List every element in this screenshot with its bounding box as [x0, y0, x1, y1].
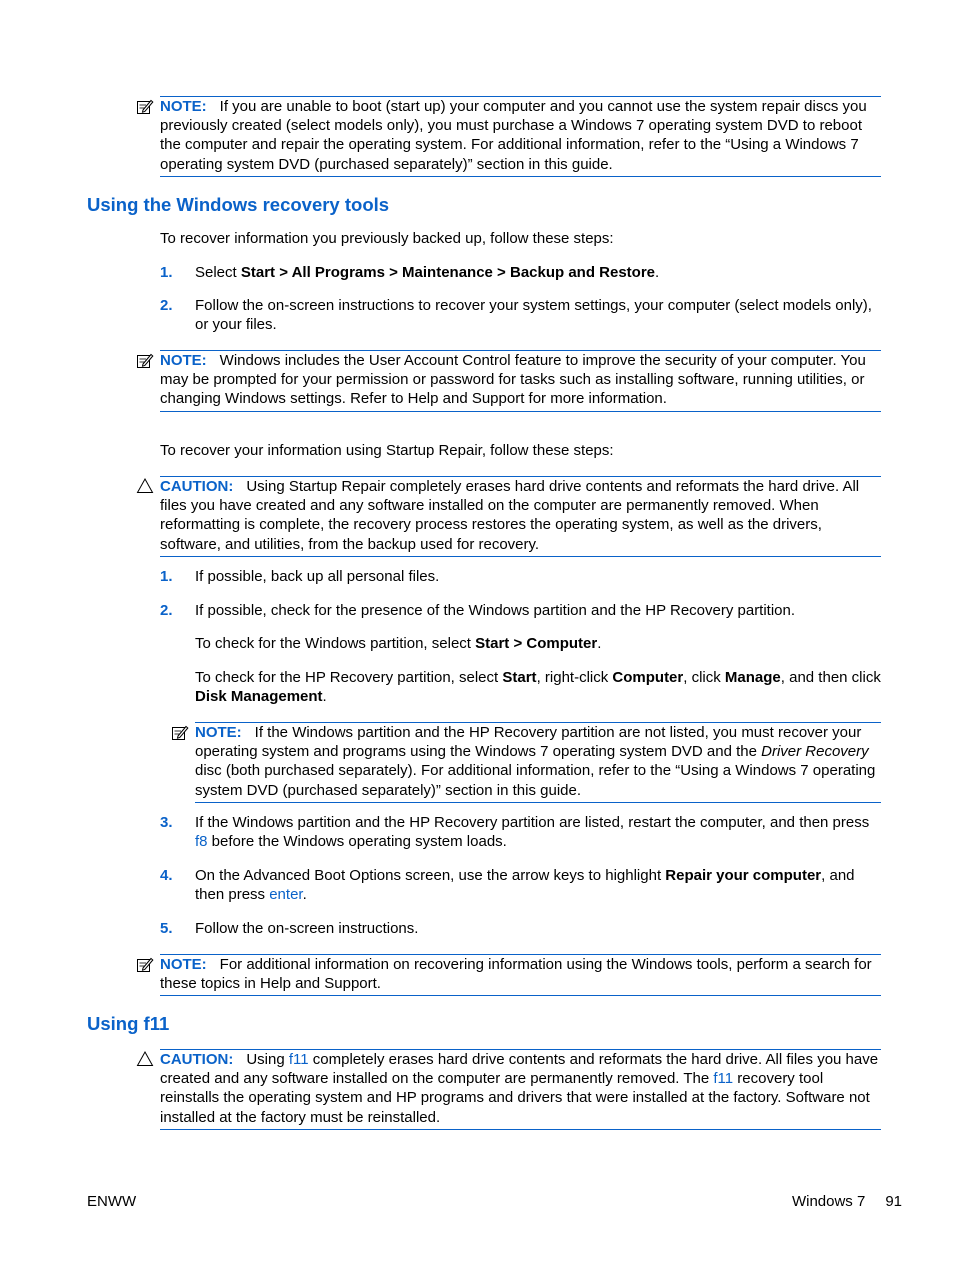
note-text: Windows includes the User Account Control feature to improve the security of your computer. You may be prompted for your permission or password for tasks such as installing software, running utilities, or changing Windows settings. Refer to Help and Support for more information.	[160, 352, 866, 408]
key-f11: f11	[288, 1051, 309, 1068]
substep-text: To check for the HP Recovery partition, select Start, right-click Computer, click Manage, and then click Disk Management.	[195, 669, 881, 706]
step-text: If the Windows partition and the HP Recovery partition are listed, restart the computer, and then press f8 before the Windows operating system loads.	[195, 814, 870, 851]
caution-box-f11: CAUTION: Using f11 completely erases hard drive contents and reformats the hard drive. All files you have created and any software installed on the computer are permanently removed. The f11 recovery tool reinstalls the operating system and HP programs and drivers that were installed at the factory. Software not installed at the factory must be reinstalled.	[160, 1049, 881, 1130]
footer-right	[792, 1192, 902, 1211]
note-box-help	[160, 954, 881, 996]
step-number: 2.	[160, 297, 173, 314]
note-text: If you are unable to boot (start up) your computer and you cannot use the system repair discs you previously created (select models only), you must purchase a Windows 7 operating system DVD to reboot the computer and repair the operating system. For additional information, refer to the “Using a Windows 7 operating system DVD (purchased separately)” section in this guide.	[160, 98, 867, 173]
step-number: 5.	[160, 920, 173, 937]
note-box-partitions: NOTE: If the Windows partition and the HP Recovery partition are not listed, you must recover your operating system and programs using the Windows 7 operating system DVD and the Driver Recovery disc (both purchased separately). For additional information, refer to the “Using a Windows 7 operating system DVD (purchased separately)” section in this guide.	[195, 722, 881, 803]
substep-text: To check for the Windows partition, select Start > Computer.	[195, 635, 602, 652]
caution-label: CAUTION:	[160, 1051, 234, 1068]
footer-left: ENWW	[87, 1193, 137, 1210]
section-heading-f11: Using f11	[87, 1013, 170, 1034]
caution-label: CAUTION:	[160, 478, 234, 495]
note-text: For additional information on recovering information using the Windows tools, perform a search for these topics in Help and Support.	[160, 956, 872, 993]
step-number: 3.	[160, 814, 173, 831]
key-f11: f11	[713, 1070, 734, 1088]
note-box-uac	[160, 350, 881, 412]
step-text: Select Start > All Programs > Maintenance > Backup and Restore.	[195, 264, 660, 281]
step-text: On the Advanced Boot Options screen, use the arrow keys to highlight Repair your computer, and then press enter.	[195, 867, 855, 904]
caution-triangle-icon	[136, 477, 154, 495]
caution-text: Using Startup Repair completely erases hard drive contents and reformats the hard drive. All files you have created and any software installed on the computer are permanently removed. When reformatting is complete, the recovery process restores the operating system, as well as the drivers, software, and utilities, from the backup used for recovery.	[160, 478, 860, 553]
footer-chapter: Windows 7	[791, 1193, 866, 1210]
note-pencil-icon	[136, 352, 154, 370]
note-label: NOTE:	[195, 724, 242, 741]
note-box-boot	[160, 96, 881, 177]
menu-path: Start > All Programs > Maintenance > Backup and Restore	[240, 264, 656, 281]
step-text: Follow the on-screen instructions.	[195, 920, 419, 937]
caution-box-startup-repair	[160, 476, 881, 557]
note-pencil-icon	[136, 956, 154, 974]
step-number: 2.	[160, 602, 173, 619]
step-text: If possible, back up all personal files.	[195, 568, 440, 585]
note-label: NOTE:	[160, 98, 207, 115]
step-number: 1.	[160, 264, 173, 281]
page-number: 91	[885, 1193, 902, 1210]
step-text: Follow the on-screen instructions to recover your system settings, your computer (select models only), or your files.	[195, 297, 872, 334]
intro-paragraph-startup-repair: To recover your information using Startup Repair, follow these steps:	[160, 442, 614, 459]
note-label: NOTE:	[160, 352, 207, 369]
step-number: 4.	[160, 867, 173, 884]
intro-paragraph: To recover information you previously backed up, follow these steps:	[160, 230, 614, 247]
caution-triangle-icon	[136, 1050, 154, 1068]
step-number: 1.	[160, 568, 173, 585]
note-pencil-icon	[171, 724, 189, 742]
section-heading-recovery-tools: Using the Windows recovery tools	[87, 194, 390, 215]
note-label: NOTE:	[160, 956, 207, 973]
disc-name: Driver Recovery	[761, 743, 869, 761]
step-text: If possible, check for the presence of the Windows partition and the HP Recovery partition.	[195, 602, 796, 619]
key-enter: enter	[269, 886, 303, 904]
key-f8: f8	[195, 833, 208, 851]
note-pencil-icon	[136, 98, 154, 116]
